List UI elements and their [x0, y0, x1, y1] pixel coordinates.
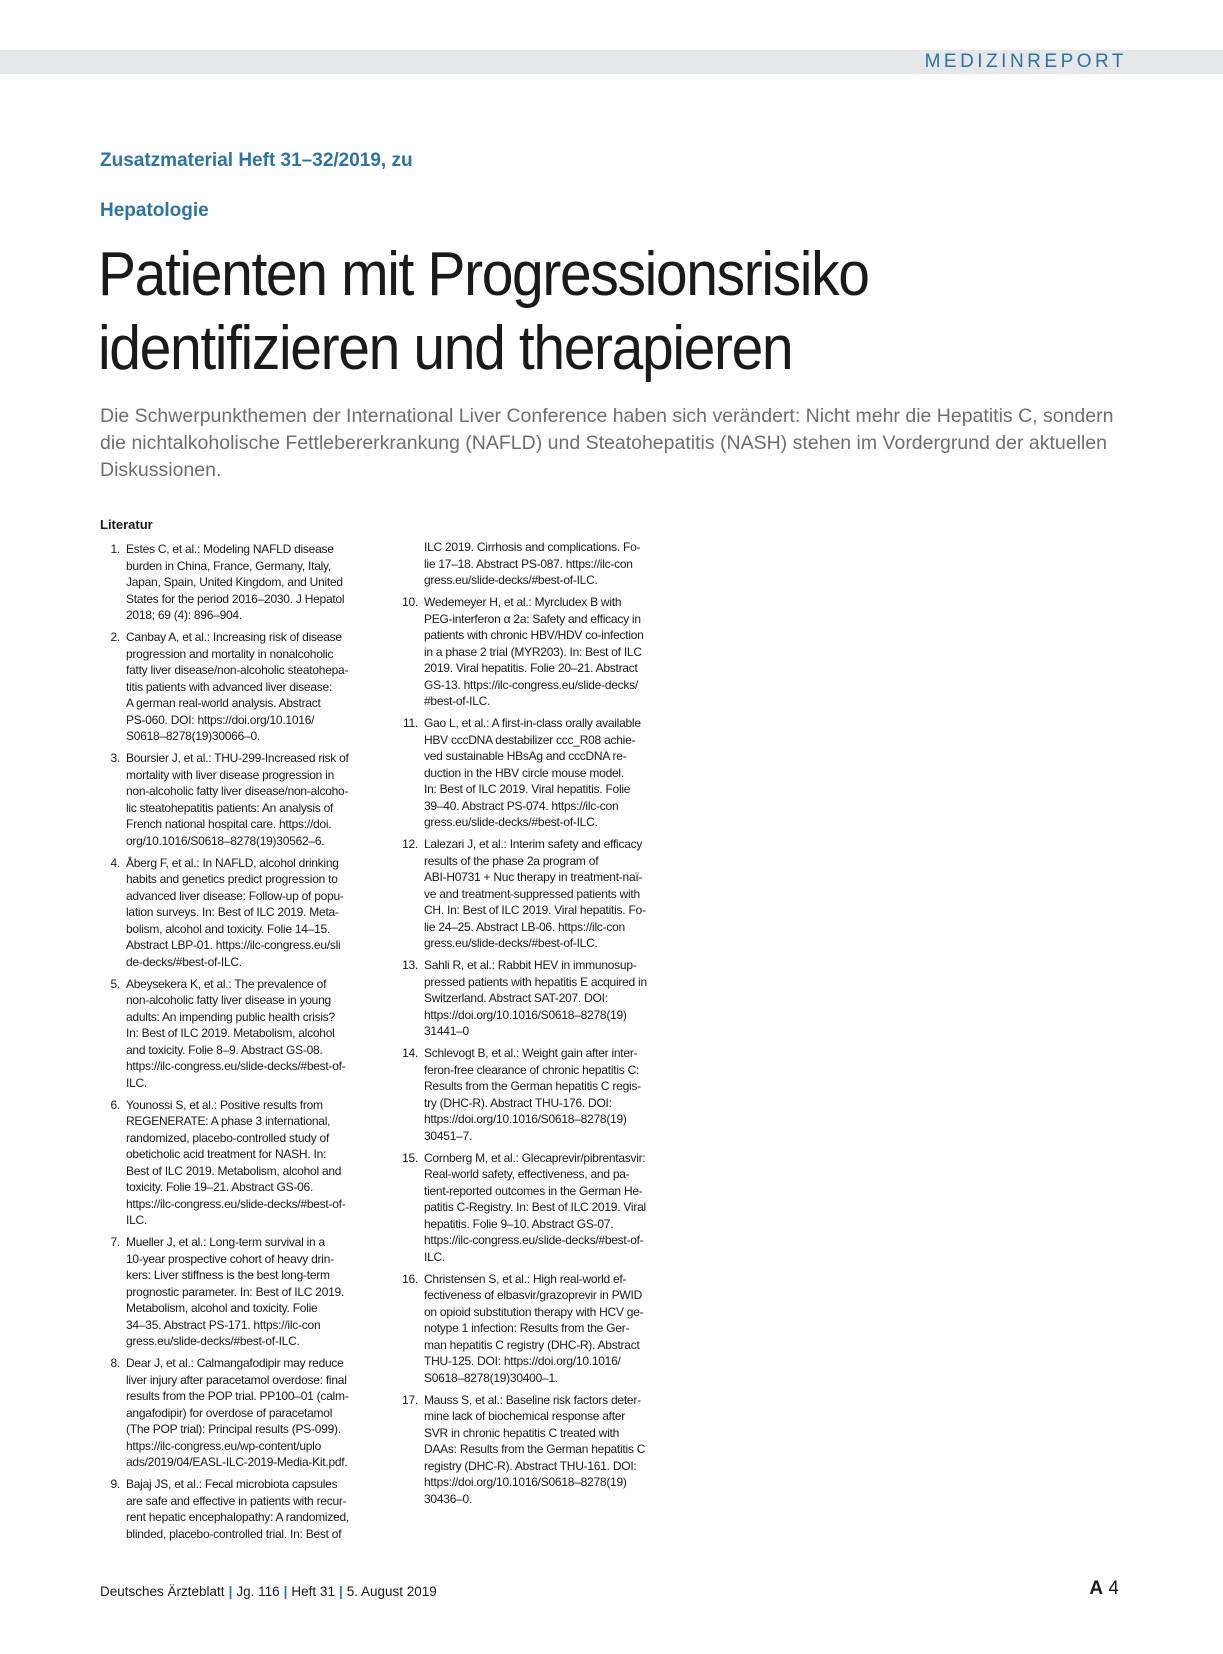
reference-number: 16. — [402, 1271, 418, 1286]
reference-number: 14. — [402, 1046, 418, 1060]
reference-number: 6. — [110, 1097, 120, 1112]
separator: | — [228, 1584, 233, 1599]
reference-number: 7. — [110, 1235, 120, 1249]
reference-number: 2. — [110, 630, 120, 644]
reference-text: Dear J, et al.: Calmangafodipir may reduce liver injury after paracetamol overdose: final results from the POP trial. PP100–01 (calm- angafodipir) for overdose of paracetamol (The POP trial): Principal results (PS-099). https://ilc-congress.eu/wp-content/uplo ads/2019/04/EASL-ILC-2019-Media-Kit.pdf. — [126, 1356, 349, 1469]
reference-item — [100, 855, 380, 971]
reference-item — [398, 957, 683, 1040]
reference-number: 8. — [110, 1356, 120, 1370]
reference-text: Boursier J, et al.: THU-299-Increased risk of mortality with liver disease progression in non-alcoholic fatty liver disease/non-alcoho- lic steatohepatitis patients: An analysis of French national hospital care. https://doi. org/10.1016/S0618–8278(19)30562–6. — [126, 751, 349, 848]
reference-text: ILC 2019. Cirrhosis and complications. Fo- lie 17–18. Abstract PS-087. https://ilc-con gress.eu/slide-decks/#best-of-ILC. — [424, 540, 641, 587]
page-number-value: 4 — [1108, 1578, 1119, 1599]
reference-number: 5. — [110, 976, 120, 991]
reference-number: 3. — [110, 751, 120, 765]
reference-continuation — [398, 539, 683, 589]
reference-number: 4. — [110, 855, 120, 870]
title-line-2: identifizieren und therapieren — [98, 314, 793, 383]
reference-item — [100, 750, 380, 849]
reference-text: Younossi S, et al.: Positive results from REGENERATE: A phase 3 international, randomized, placebo-controlled study of obeticholic acid treatment for NASH. In: Best of ILC 2019. Metabolism, alcohol and toxicity. Folie 19–21. Abstract GS-06. https://ilc-congress.eu/slide-decks/#best-of- ILC. — [126, 1097, 346, 1227]
reference-number: 11. — [402, 716, 418, 730]
references-column-left — [100, 541, 380, 1548]
reference-item — [398, 836, 683, 952]
reference-text: Bajaj JS, et al.: Fecal microbiota capsules are safe and effective in patients with recur- rent hepatic encephalopathy: A randomized, blinded, placebo-controlled trial. In: Best of — [126, 1477, 349, 1541]
reference-item — [100, 1355, 380, 1471]
reference-text: Gao L, et al.: A first-in-class orally available HBV cccDNA destabilizer ccc_R08 achie- ved sustainable HBsAg and cccDNA re- duction in the HBV circle mouse model. In: Best of ILC 2019. Viral hepatitis. Folie 39–40. Abstract PS-074. https://ilc-con gress.eu/slide-decks/#best-of-ILC. — [424, 716, 641, 829]
reference-text: Åberg F, et al.: In NAFLD, alcohol drinking habits and genetics predict progression to advanced liver disease: Follow-up of popu- lation surveys. In: Best of ILC 2019. Meta- bolism, alcohol and toxicity. Folie 14–15. Abstract LBP-01. https://ilc-congress.eu/sli de-decks/#best-of-ILC. — [126, 855, 344, 969]
reference-text: Sahli R, et al.: Rabbit HEV in immunosup- pressed patients with hepatitis E acquired in Switzerland. Abstract SAT-207. DOI: https://doi.org/10.1016/S0618–8278(19) 31441–0 — [424, 958, 647, 1038]
reference-item — [100, 1476, 380, 1542]
reference-item — [398, 1392, 683, 1508]
title-line-1: Patienten mit Progressionsrisiko — [98, 240, 869, 309]
reference-text: Mueller J, et al.: Long-term survival in a 10-year prospective cohort of heavy drin- kers: Liver stiffness is the best long-term prognostic parameter. In: Best of ILC 2019. Metabolism, alcohol and toxicity. Folie 34–35. Abstract PS-171. https://ilc-con gress.eu/slide-decks/#best-of-ILC. — [126, 1235, 345, 1348]
reference-item — [100, 1097, 380, 1229]
kicker: Hepatologie — [100, 200, 209, 221]
issue: Heft 31 — [291, 1584, 335, 1599]
reference-text: Christensen S, et al.: High real-world ef- fectiveness of elbasvir/grazoprevir in PWID on opioid substitution therapy with HCV ge- notype 1 infection: Results from the Ger- man hepatitis C registry (DHC-R). Abstract THU-125. DOI: https://doi.org/10.1016/ S0618–8278(19)30400–1. — [424, 1271, 644, 1385]
separator: | — [338, 1584, 343, 1599]
section-label: MEDIZINREPORT — [924, 51, 1127, 72]
reference-text: Mauss S, et al.: Baseline risk factors deter- mine lack of biochemical response after SVR in chronic hepatitis C treated with DAAs: Results from the German hepatitis C registry (DHC-R). Abstract THU-161. DOI: https://doi.org/10.1016/S0618–8278(19) 30436–0. — [424, 1392, 646, 1506]
page-prefix: A — [1089, 1578, 1104, 1599]
reference-number: 12. — [402, 837, 418, 851]
page-number — [1089, 1578, 1119, 1600]
reference-item — [100, 541, 380, 624]
reference-item — [100, 629, 380, 745]
reference-number: 10. — [402, 595, 418, 609]
reference-text: Lalezari J, et al.: Interim safety and efficacy results of the phase 2a program of ABI-H0731 + Nuc therapy in treatment-naï- ve and treatment-suppressed patients with CH. In: Best of ILC 2019. Viral hepatitis. Fo- lie 24–25. Abstract LB-06. https://ilc-con gress.eu/slide-decks/#best-of-ILC. — [424, 837, 646, 950]
volume: Jg. 116 — [236, 1584, 280, 1599]
page-title — [98, 238, 1092, 386]
reference-item — [398, 1150, 683, 1266]
supplement-note: Zusatzmaterial Heft 31–32/2019, zu — [100, 150, 413, 171]
reference-item — [398, 1271, 683, 1387]
reference-text: Wedemeyer H, et al.: Myrcludex B with PEG-interferon α 2a: Safety and efficacy in patients with chronic HBV/HDV co-infection in a phase 2 trial (MYR203). In: Best of ILC 2019. Viral hepatitis. Folie 20–21. Abstract GS-13. https://ilc-congress.eu/slide-decks/ #best-of-ILC. — [424, 595, 644, 708]
reference-text: Abeysekera K, et al.: The prevalence of non-alcoholic fatty liver disease in young adults: An impending public health crisis? In: Best of ILC 2019. Metabolism, alcohol and toxicity. Folie 8–9. Abstract GS-08. https://ilc-congress.eu/slide-decks/#best-of- ILC. — [126, 976, 346, 1090]
issue-date: 5. August 2019 — [346, 1584, 437, 1599]
reference-item — [398, 715, 683, 831]
reference-text: Estes C, et al.: Modeling NAFLD disease burden in China, France, Germany, Italy, Japan, Spain, United Kingdom, and United States for the period 2016–2030. J Hepatol 2018; 69 (4): 896–904. — [126, 542, 345, 622]
footer — [100, 1584, 437, 1599]
journal-name: Deutsches Ärzteblatt — [100, 1584, 225, 1599]
reference-item — [398, 594, 683, 710]
reference-item — [100, 976, 380, 1092]
reference-text: Cornberg M, et al.: Glecaprevir/pibrentasvir: Real-world safety, effectiveness, and pa- tient-reported outcomes in the German He- patitis C-Registry. In: Best of ILC 2019. Viral hepatitis. Folie 9–10. Abstract GS-07. https://ilc-congress.eu/slide-decks/#best-of- ILC. — [424, 1150, 646, 1264]
reference-text: Canbay A, et al.: Increasing risk of disease progression and mortality in nonalcoholic fatty liver disease/non-alcoholic steatohepa- titis patients with advanced liver disease: A german real-world analysis. Abstract PS-060. DOI: https://doi.org/10.1016/ S0618–8278(19)30066–0. — [126, 630, 349, 743]
references-column-right — [398, 539, 683, 1513]
references-heading: Literatur — [100, 517, 153, 532]
reference-item — [100, 1234, 380, 1350]
separator: | — [283, 1584, 288, 1599]
reference-item — [398, 1045, 683, 1144]
reference-number: 13. — [402, 958, 418, 972]
reference-number: 15. — [402, 1150, 418, 1165]
reference-number: 17. — [402, 1392, 418, 1407]
reference-text: Schlevogt B, et al.: Weight gain after inter- feron-free clearance of chronic hepatitis C: Results from the German hepatitis C regis- try (DHC-R). Abstract THU-176. DOI: https://doi.org/10.1016/S0618–8278(19) 30451–7. — [424, 1046, 641, 1143]
lead-paragraph: Die Schwerpunkthemen der International Liver Conference haben sich verändert: Nicht mehr die Hepatitis C, sondern die nichtalkoholische Fettlebererkrankung (NAFLD) und Steatohepatitis (NASH) stehen im Vordergrund der aktuellen Diskussionen. — [100, 405, 1114, 481]
reference-number: 1. — [110, 542, 120, 556]
reference-number: 9. — [110, 1477, 120, 1491]
